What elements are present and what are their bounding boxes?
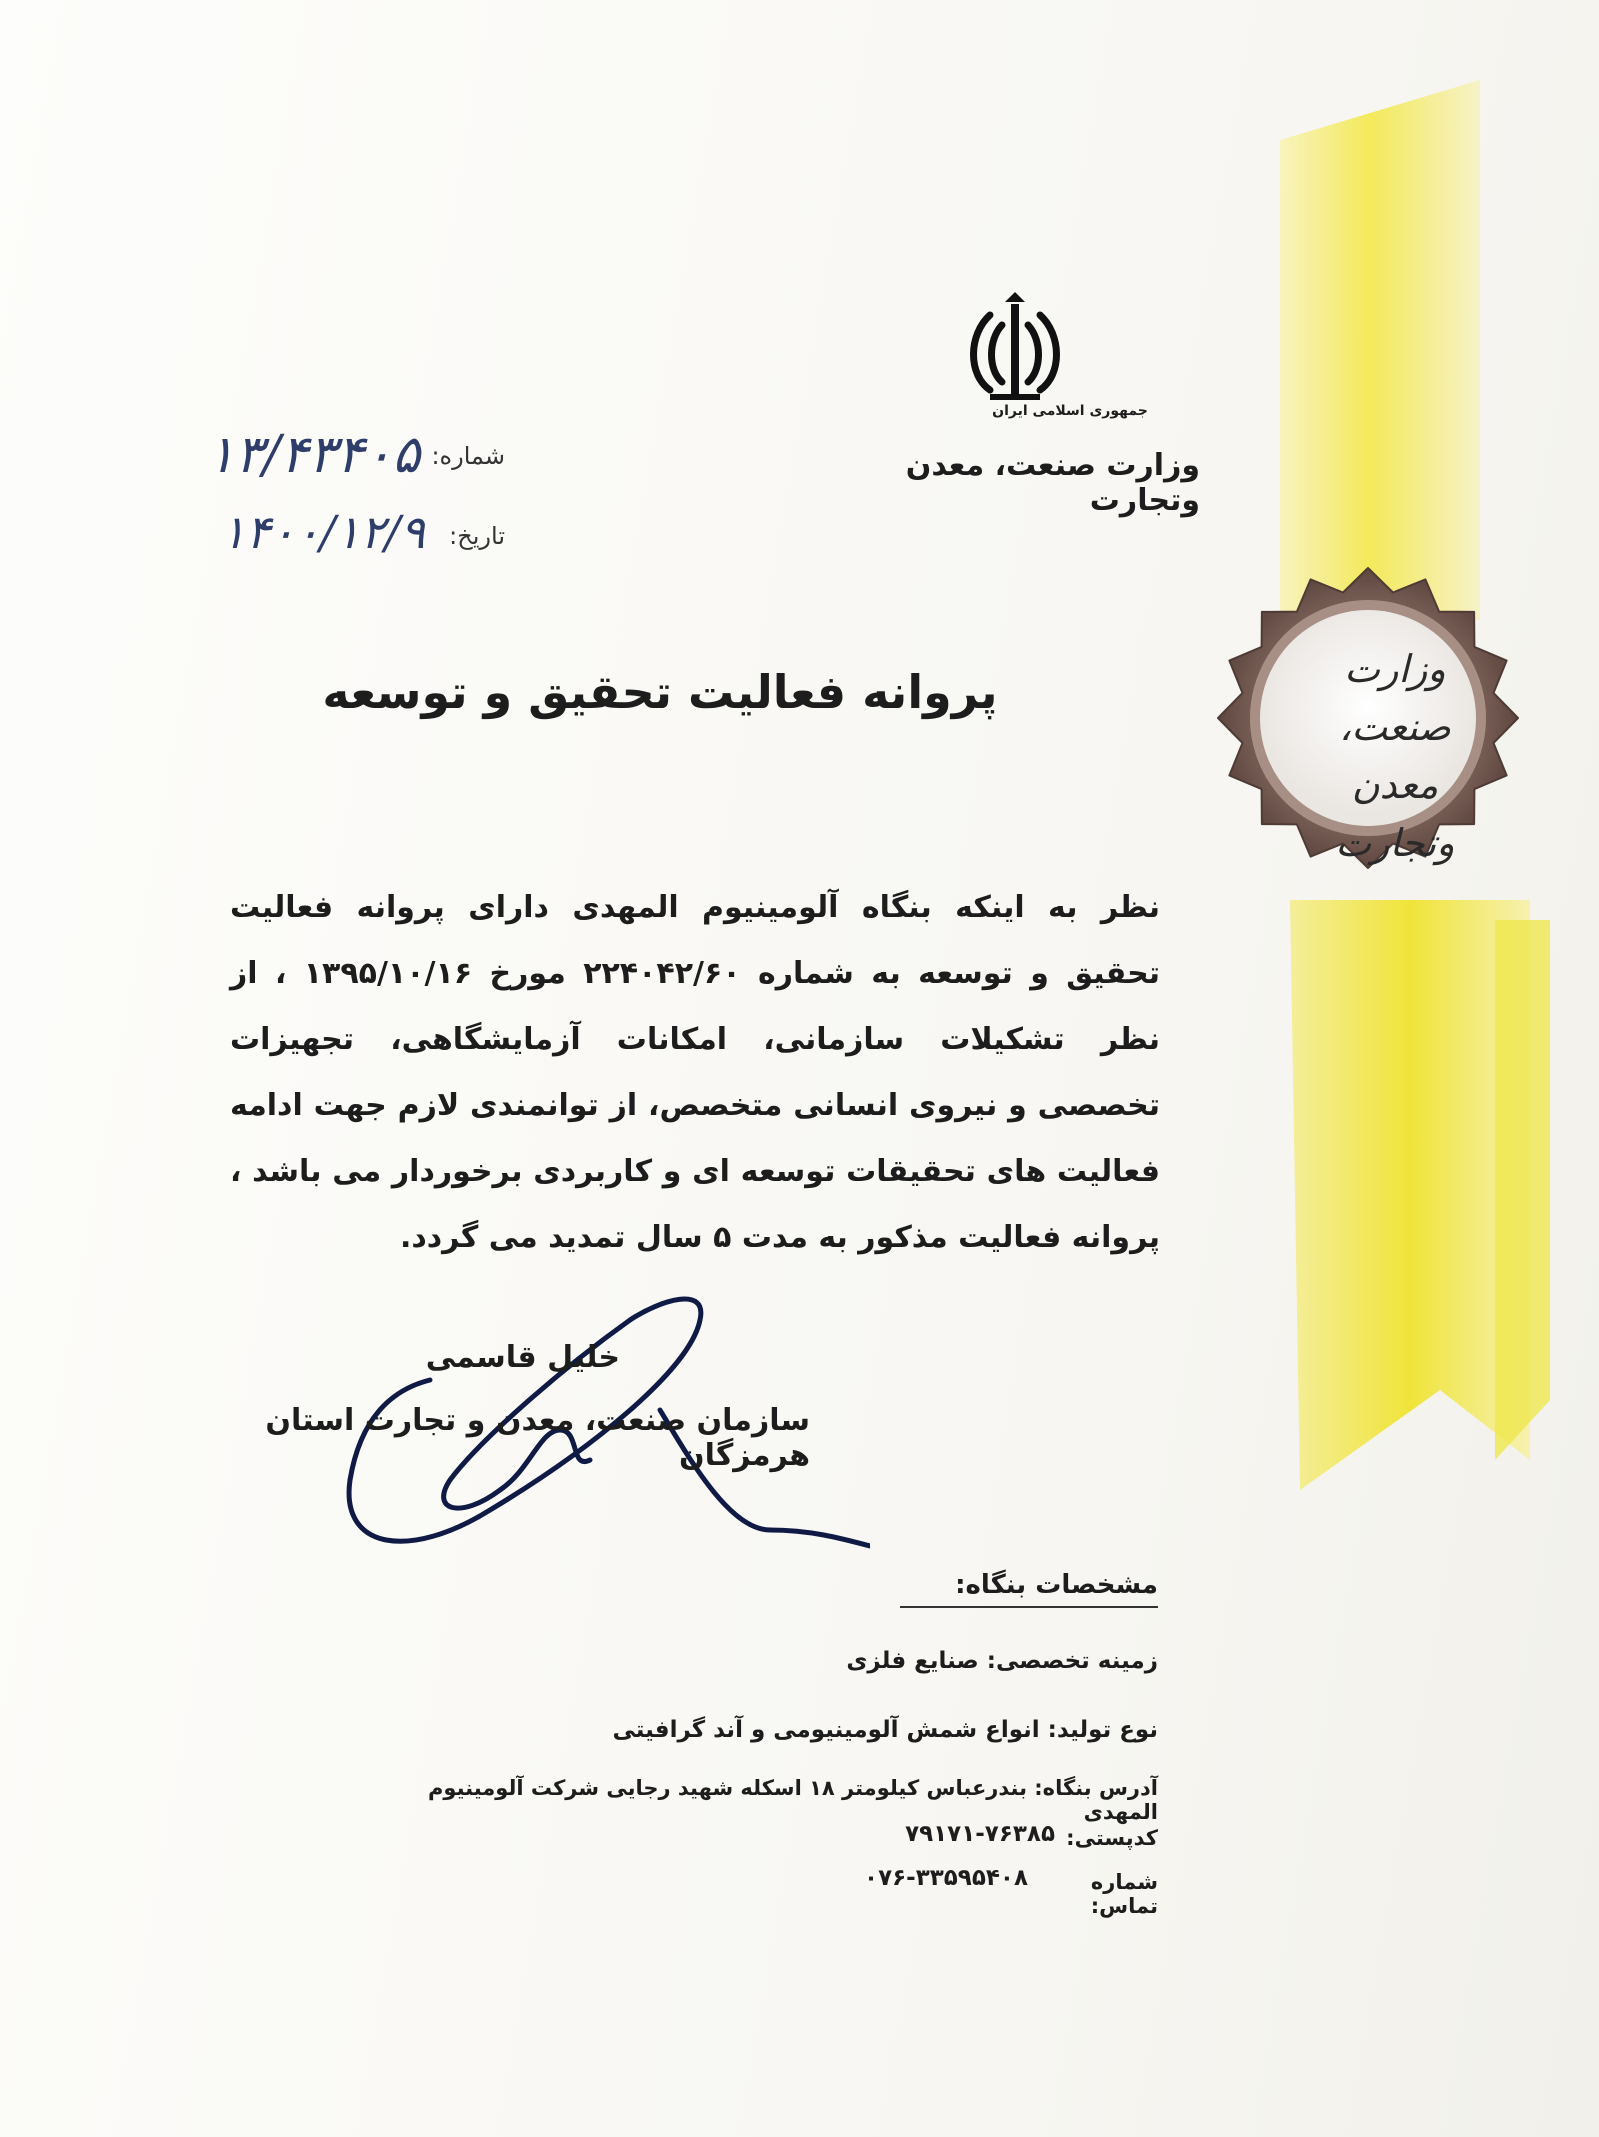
seal-text bbox=[1290, 640, 1500, 872]
spec-postal-label: کدپستی: bbox=[1066, 1826, 1158, 1850]
ministry-name: وزارت صنعت، معدن وتجارت bbox=[905, 448, 1200, 518]
spec-address: آدرس بنگاه: بندرعباس کیلومتر ۱۸ اسکله شهید رجایی شرکت آلومینیوم المهدی bbox=[428, 1776, 1158, 1824]
number-value: ۱۳/۴۳۴۰۵ bbox=[206, 425, 420, 485]
number-label: شماره: bbox=[431, 442, 505, 470]
republic-label: جمهوری اسلامی ایران bbox=[992, 403, 1148, 419]
spec-phone-label: شماره تماس: bbox=[1090, 1870, 1158, 1918]
body-paragraph: نظر به اینکه بنگاه آلومینیوم المهدی دارای پروانه فعالیت تحقیق و توسعه به شماره ۲۲۴۰۴۲/۶۰ مورخ ۱۳۹۵/۱۰/۱۶ ، از نظر تشکیلات سازمانی، امکانات آزمایشگاهی، تجهیزات تخصصی و نیروی انسانی متخصص، از توانمندی لازم جهت ادامه فعالیت های تحقیقات توسعه ای و کاربردی برخوردار می باشد ، پروانه فعالیت مذکور به مدت ۵ سال تمدید می گردد. bbox=[230, 890, 1160, 1255]
specs-heading: مشخصات بنگاه: bbox=[900, 1570, 1158, 1608]
iran-emblem-icon bbox=[960, 290, 1070, 420]
seal-line-1: وزارت bbox=[1344, 647, 1446, 691]
spec-phone-value: ۰۷۶-۳۳۵۹۵۴۰۸ bbox=[864, 1865, 1028, 1891]
date-value: ۱۴۰۰/۱۲/۹ bbox=[221, 505, 425, 559]
seal-line-2: صنعت، معدن bbox=[1339, 705, 1451, 807]
seal-line-3: وتجارت bbox=[1335, 821, 1455, 865]
date-label: تاریخ: bbox=[449, 522, 505, 550]
ribbon-decoration bbox=[1280, 0, 1580, 2137]
spec-postal-value: ۷۹۱۷۱-۷۶۳۸۵ bbox=[905, 1821, 1055, 1847]
signatory-name: خلیل قاسمی bbox=[425, 1340, 620, 1375]
signatory-organization: سازمان صنعت، معدن و تجارت استان هرمزگان bbox=[265, 1403, 810, 1473]
spec-field: زمینه تخصصی: صنایع فلزی bbox=[846, 1648, 1158, 1674]
page-title: پروانه فعالیت تحقیق و توسعه bbox=[322, 665, 998, 719]
spec-product: نوع تولید: انواع شمش آلومینیومی و آند گرافیتی bbox=[612, 1717, 1158, 1743]
